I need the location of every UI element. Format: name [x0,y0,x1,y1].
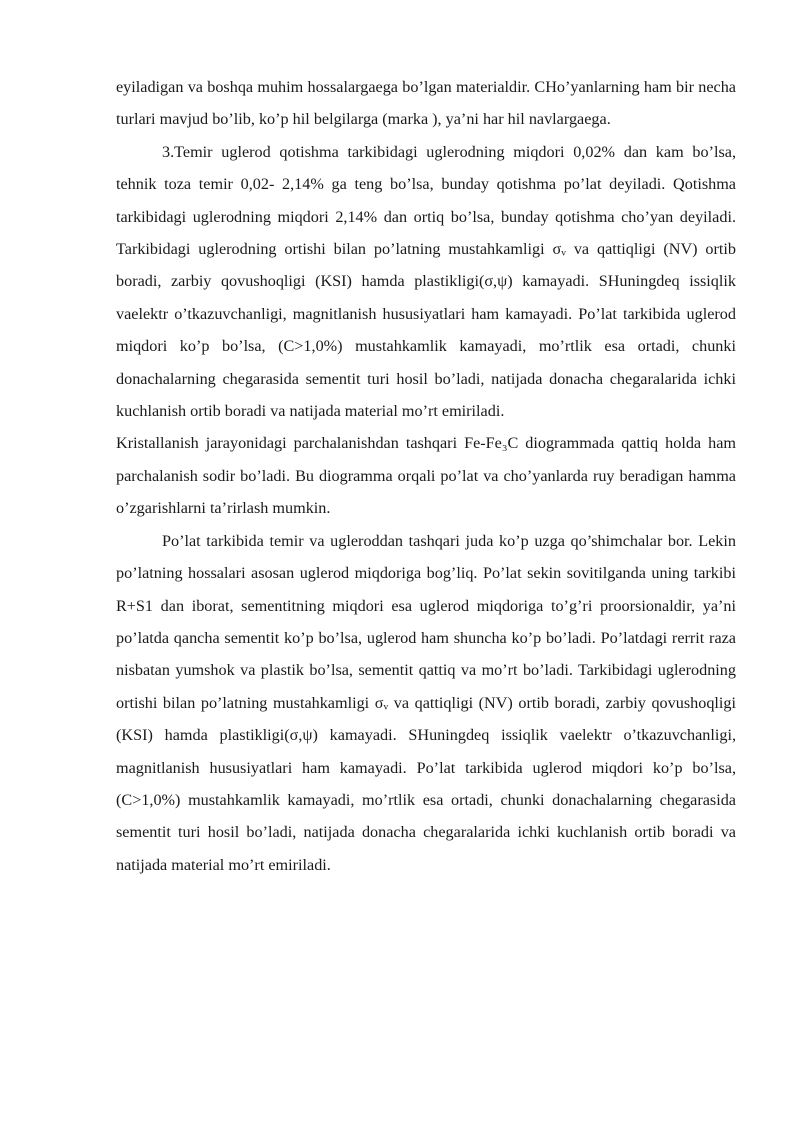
paragraph-1: eyiladigan va boshqa muhim hossalargaega bo’lgan materialdir. CHo’yanlarning ham bir necha turlari mavjud bo’lib, ko’p hil belgilarga (marka ), ya’ni har hil navlargaega. [116,78,736,129]
paragraph-4: Po’lat tarkibida temir va ugleroddan tashqari juda ko’p uzga qo’shimchalar bor. Lekin po’latning hossalari asosan uglerod miqdoriga bog’liq. Po’lat sekin sovitilganda uning tarkibi R+S1 dan iborat, sementitning miqdori esa uglerod miqdoriga to’g’ri proorsionaldir, ya’ni po’latda qancha sementit ko’p bo’lsa, uglerod ham shuncha ko’p bo’ladi. Po’latdagi rerrit raza nisbatan yumshok va plastik bo’lsa, sementit qattiq va mo’rt bo’ladi. Tarkibidagi uglerodning ortishi bilan po’latning mustahkamligi σᵥ va qattiqligi (NV) ortib boradi, zarbiy qovushoqligi (KSI) hamda plastikligi(σ,ψ) kamayadi. SHuningdeq issiqlik vaelektr o’tkazuvchanligi, magnitlanish hususiyatlari ham kamayadi. Po’lat tarkibida uglerod miqdori ko’p bo’lsa, (C>1,0%) mustahkamlik kamayadi, mo’rtlik esa ortadi, chunki donachalarning chegarasida sementit turi hosil bo’ladi, natijada donacha chegaralarida ichki kuchlanish ortib boradi va natijada material mo’rt emiriladi. [116,531,736,874]
document-page [116,71,736,881]
paragraph-3: Kristallanish jarayonidagi parchalanishdan tashqari Fe-Fe₃C diogrammada qattiq holda ham parchalanish sodir bo’ladi. Bu diogramma orqali po’lat va cho’yanlarda ruy beradigan hamma o’zgarishlarni ta’rirlash mumkin. [116,434,736,518]
paragraph-2: 3.Temir uglerod qotishma tarkibidagi uglerodning miqdori 0,02% dan kam bo’lsa, tehnik toza temir 0,02- 2,14% ga teng bo’lsa, bunday qotishma po’lat deyiladi. Qotishma tarkibidagi uglerodning miqdori 2,14% dan ortiq bo’lsa, bunday qotishma cho’yan deyiladi. Tarkibidagi uglerodning ortishi bilan po’latning mustahkamligi σᵥ va qattiqligi (NV) ortib boradi, zarbiy qovushoqligi (KSI) hamda plastikligi(σ,ψ) kamayadi. SHuningdeq issiqlik vaelektr o’tkazuvchanligi, magnitlanish hususiyatlari ham kamayadi. Po’lat tarkibida uglerod miqdori ko’p bo’lsa, (C>1,0%) mustahkamlik kamayadi, mo’rtlik esa ortadi, chunki donachalarning chegarasida sementit turi hosil bo’ladi, natijada donacha chegaralarida ichki kuchlanish ortib boradi va natijada material mo’rt emiriladi. [116,142,736,421]
